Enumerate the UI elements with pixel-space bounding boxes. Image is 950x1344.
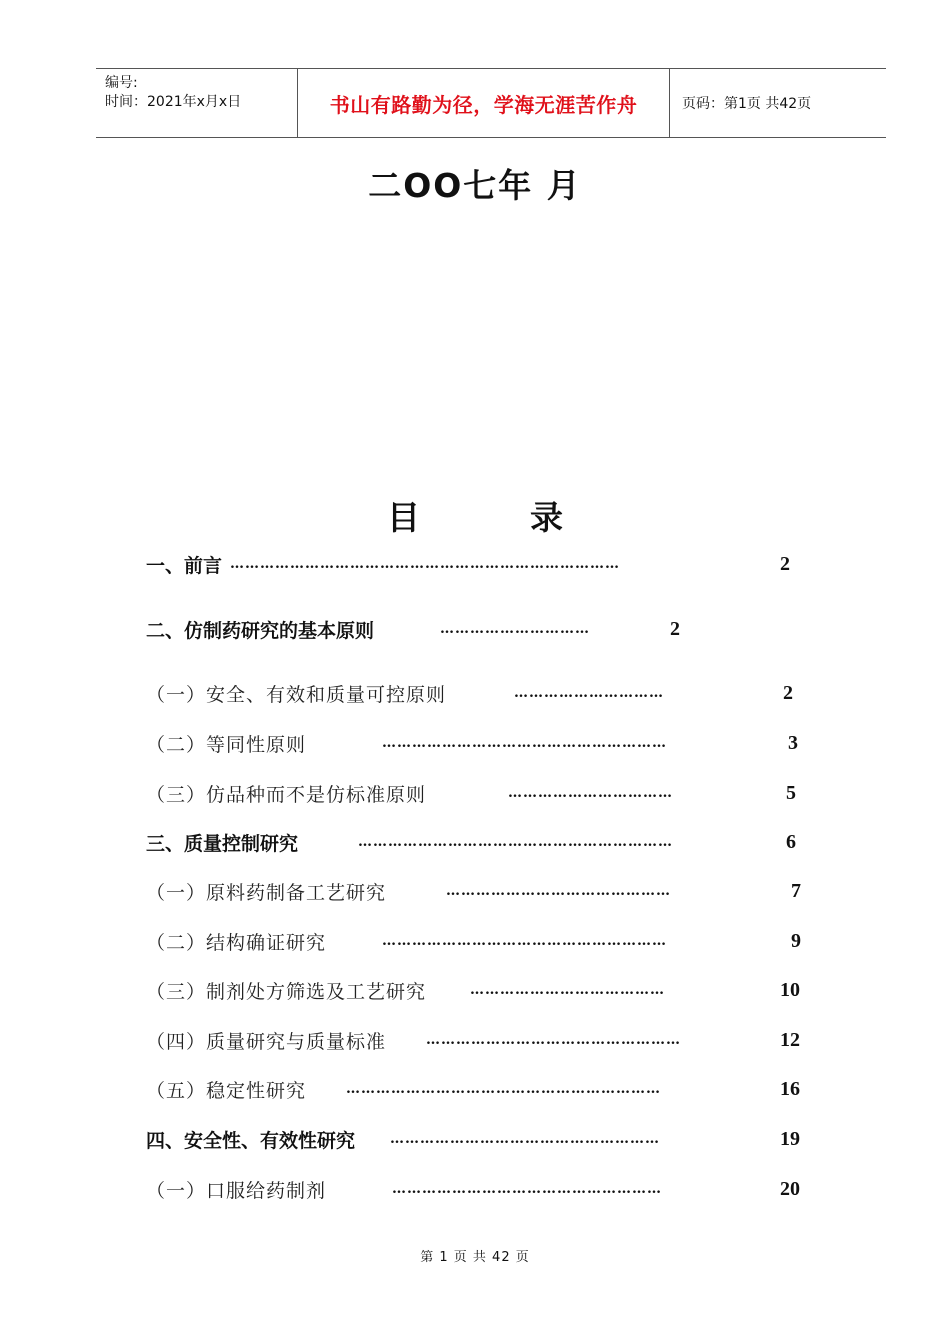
toc-entry-page: 2: [780, 552, 790, 575]
toc-entry-dots: ………………………………………………: [390, 1131, 660, 1147]
toc-entry-page: 9: [791, 929, 801, 952]
toc-entry-dots: ………………………………………………………: [358, 834, 673, 850]
toc-entry[interactable]: [146, 1026, 806, 1054]
toc-entry-dots: ………………………………………………: [392, 1181, 662, 1197]
toc-entry-page: 3: [788, 731, 798, 754]
header-motto-cell: [298, 69, 670, 137]
toc-entry[interactable]: [146, 729, 806, 757]
toc-entry[interactable]: [146, 1075, 806, 1103]
toc-title-left: 目: [387, 498, 420, 537]
toc-entry-text: （三）制剂处方筛选及工艺研究: [146, 980, 427, 1003]
toc-entry-dots: …………………………………………………: [382, 735, 667, 751]
toc-title: [0, 492, 950, 539]
toc-entry-dots: ………………………………………………………: [346, 1081, 661, 1097]
toc-entry[interactable]: [146, 1175, 806, 1203]
toc-entry[interactable]: [146, 679, 806, 707]
toc-entry-dots: ……………………………………………………………………: [230, 556, 620, 572]
toc-entry-dots: …………………………………: [470, 982, 665, 998]
toc-entry-text: （一）口服给药制剂: [146, 1179, 327, 1202]
toc-entry[interactable]: [146, 615, 806, 643]
page-info: 页码：第1页 共42页: [682, 96, 812, 112]
date-title: 二OO七年 月: [368, 166, 582, 205]
toc-entry-text: （三）仿品种而不是仿标准原则: [146, 783, 427, 806]
toc-entry-dots: ………………………………………: [446, 883, 671, 899]
toc-entry-text: （一）安全、有效和质量可控原则: [146, 683, 447, 706]
toc-entry-page: 20: [780, 1177, 800, 1200]
toc-entry-page: 19: [780, 1127, 800, 1150]
page-footer: 第 1 页 共 42 页: [420, 1250, 530, 1265]
toc-entry[interactable]: [146, 550, 806, 578]
toc-entry[interactable]: [146, 1125, 806, 1153]
header-table: [96, 68, 886, 138]
header-page-cell: [670, 69, 886, 137]
toc-entry-text: 四、安全性、有效性研究: [146, 1129, 356, 1152]
toc-entry-text: （四）质量研究与质量标准: [146, 1030, 387, 1053]
toc-entry-page: 16: [780, 1077, 800, 1100]
header-meta-cell: [96, 69, 298, 137]
toc-entry-page: 10: [780, 978, 800, 1001]
toc-title-right: 录: [530, 498, 563, 537]
toc-entry-text: 三、质量控制研究: [146, 832, 299, 855]
toc-entry-page: 2: [783, 681, 793, 704]
toc-entry[interactable]: [146, 828, 806, 856]
toc-entry[interactable]: [146, 927, 806, 955]
toc-entry-page: 2: [670, 617, 680, 640]
toc-entry-page: 6: [786, 830, 796, 853]
toc-entry-page: 12: [780, 1028, 800, 1051]
time-label: 时间：2021年x月x日: [105, 94, 242, 110]
toc-entry-text: （二）结构确证研究: [146, 931, 327, 954]
toc-entry[interactable]: [146, 877, 806, 905]
toc-entry-text: （一）原料药制备工艺研究: [146, 881, 387, 904]
motto-text: 书山有路勤为径，学海无涯苦作舟: [329, 92, 638, 117]
toc-entry-page: 7: [791, 879, 801, 902]
toc-entry-page: 5: [786, 781, 796, 804]
number-label: 编号:: [105, 75, 138, 91]
toc-entry-dots: …………………………………………………: [382, 933, 667, 949]
toc-entry-text: （五）稳定性研究: [146, 1079, 307, 1102]
toc-entry-text: 二、仿制药研究的基本原则: [146, 619, 375, 642]
toc-entry[interactable]: [146, 976, 806, 1004]
toc-entry[interactable]: [146, 779, 806, 807]
toc-entry-text: 一、前言: [146, 554, 223, 577]
toc-entry-dots: ……………………………………………: [426, 1032, 681, 1048]
toc-entry-text: （二）等同性原则: [146, 733, 307, 756]
toc-entry-dots: …………………………: [514, 685, 664, 701]
toc-entry-dots: …………………………: [440, 621, 590, 637]
toc-entry-dots: ……………………………: [508, 785, 673, 801]
